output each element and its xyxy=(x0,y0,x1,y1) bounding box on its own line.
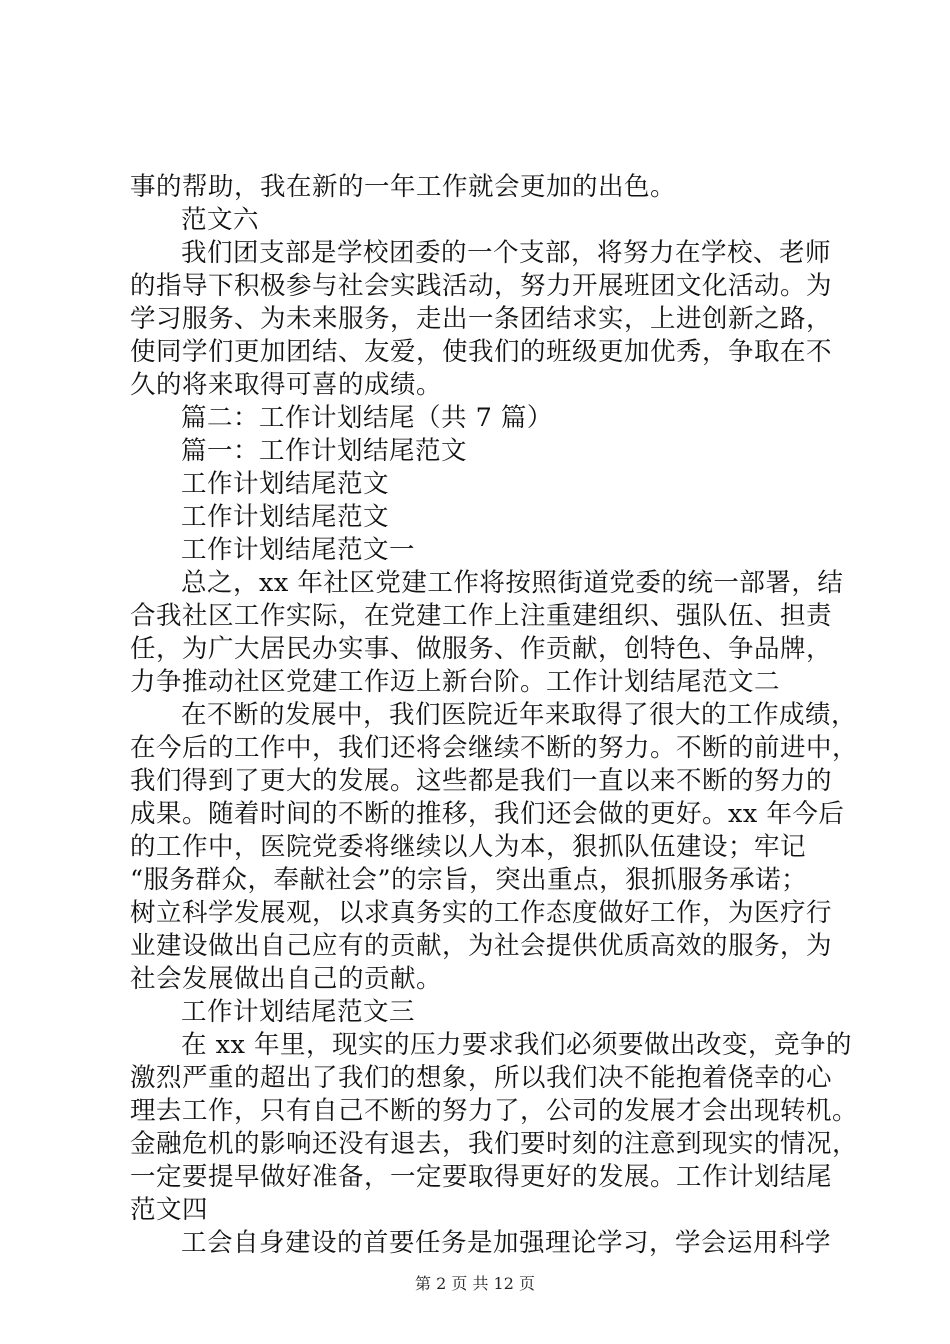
text-line: 在不断的发展中，我们医院近年来取得了很大的工作成绩， xyxy=(181,700,858,730)
text-line: 合我社区工作实际，在党建工作上注重建组织、强队伍、担责 xyxy=(130,601,833,631)
text-line: 学习服务、为未来服务，走出一条团结求实，上进创新之路， xyxy=(130,304,833,334)
text-line: 我们得到了更大的发展。这些都是我们一直以来不断的努力的 xyxy=(130,766,833,796)
text-line: 范文四 xyxy=(130,1195,209,1225)
text-line: 使同学们更加团结、友爱，使我们的班级更加优秀，争取在不 xyxy=(130,337,833,367)
text-line: 金融危机的影响还没有退去，我们要时刻的注意到现实的情况， xyxy=(130,1129,859,1159)
text-line: 工作计划结尾范文三 xyxy=(181,997,416,1027)
text-line: 一定要提早做好准备，一定要取得更好的发展。工作计划结尾 xyxy=(130,1162,833,1192)
text-line: 力争推动社区党建工作迈上新台阶。工作计划结尾范文二 xyxy=(130,667,781,697)
text-line: 事的帮助，我在新的一年工作就会更加的出色。 xyxy=(130,172,677,202)
text-line: 总之，xx 年社区党建工作将按照街道党委的统一部署，结 xyxy=(181,568,844,598)
text-line: 工作计划结尾范文 xyxy=(181,469,390,499)
page-footer: 第 2 页 共 12 页 xyxy=(415,1274,535,1293)
text-line: 激烈严重的超出了我们的想象，所以我们决不能抱着侥幸的心 xyxy=(130,1063,833,1093)
text-line: 成果。随着时间的不断的推移，我们还会做的更好。xx 年今后 xyxy=(130,799,845,829)
text-line: 工作计划结尾范文一 xyxy=(181,535,416,565)
text-line: 范文六 xyxy=(181,205,260,235)
text-line: 业建设做出自己应有的贡献，为社会提供优质高效的服务，为 xyxy=(130,931,833,961)
text-line: 久的将来取得可喜的成绩。 xyxy=(130,370,443,400)
text-line: 工会自身建设的首要任务是加强理论学习，学会运用科学 xyxy=(181,1228,832,1258)
text-line: 社会发展做出自己的贡献。 xyxy=(130,964,443,994)
text-line: 任，为广大居民办实事、做服务、作贡献，创特色、争品牌， xyxy=(130,634,833,664)
document-body xyxy=(130,171,859,1260)
text-line: 篇一：工作计划结尾范文 xyxy=(181,436,468,466)
text-line: 在今后的工作中，我们还将会继续不断的努力。不断的前进中， xyxy=(130,733,859,763)
text-line: 我们团支部是学校团委的一个支部，将努力在学校、老师 xyxy=(181,238,832,268)
text-line: 的工作中，医院党委将继续以人为本，狠抓队伍建设；牢记 xyxy=(130,832,807,862)
text-line: 理去工作，只有自己不断的努力了，公司的发展才会出现转机。 xyxy=(130,1096,859,1126)
text-line: 的指导下积极参与社会实践活动，努力开展班团文化活动。为 xyxy=(130,271,833,301)
text-line: 树立科学发展观，以求真务实的工作态度做好工作，为医疗行 xyxy=(130,898,833,928)
text-line: 工作计划结尾范文 xyxy=(181,502,390,532)
text-line: “服务群众，奉献社会”的宗旨，突出重点，狠抓服务承诺； xyxy=(130,865,808,895)
text-line: 在 xx 年里，现实的压力要求我们必须要做出改变，竞争的 xyxy=(181,1030,852,1060)
text-line: 篇二：工作计划结尾（共 7 篇） xyxy=(181,403,553,433)
